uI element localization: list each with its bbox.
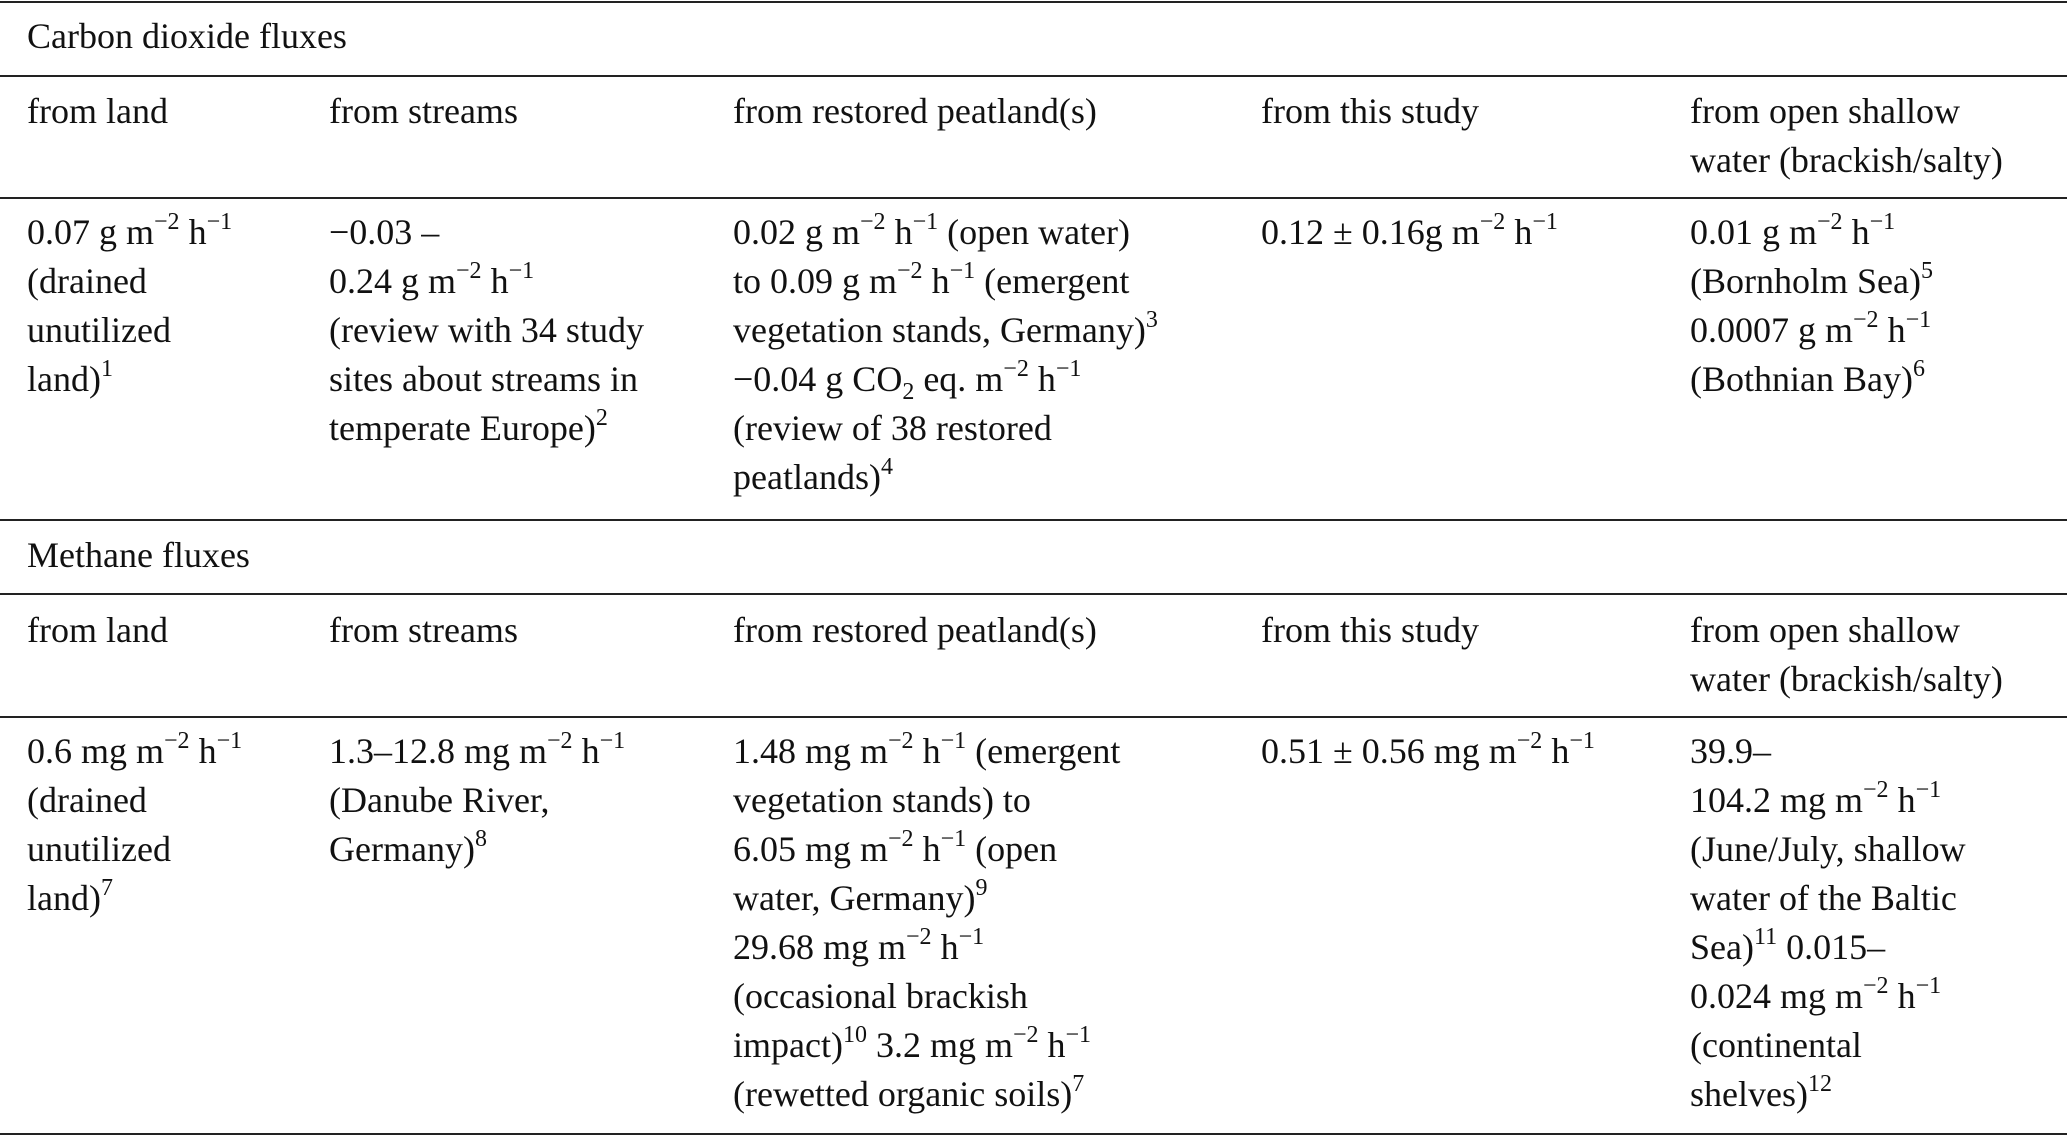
header-ch4-land: from land xyxy=(27,610,168,650)
cell-line: 104.2 mg $m^{-2}$ $h^{-1}$ xyxy=(1690,777,1942,820)
cell-line: (drained xyxy=(27,261,147,301)
cell-line: (rewetted organic soils)$^7$ xyxy=(733,1071,1085,1114)
cell-line: 1.3–12.8 mg $m^{-2}$ $h^{-1}$ xyxy=(329,728,626,771)
section-title-ch4: Methane fluxes xyxy=(27,535,250,575)
cell-line: sites about streams in xyxy=(329,359,638,399)
cell-line: 0.24 g $m^{-2}$ $h^{-1}$ xyxy=(329,258,535,301)
header-co2-land: from land xyxy=(27,91,168,131)
cell-co2-land xyxy=(27,208,232,404)
cell-co2-peatland xyxy=(733,208,1158,502)
cell-line: (Bothnian Bay)$^6$ xyxy=(1690,356,1925,399)
cell-ch4-streams xyxy=(329,727,625,874)
cell-line: 6.05 mg $m^{-2}$ $h^{-1}$ (open xyxy=(733,826,1058,869)
cell-line: impact)$^{10}$ 3.2 mg $m^{-2}$ $h^{-1}$ xyxy=(733,1022,1092,1065)
header-ch4-streams: from streams xyxy=(329,610,518,650)
table-rule-bottom xyxy=(0,1133,2067,1135)
cell-line: (Danube River, xyxy=(329,780,550,820)
table-rule-ch4-header xyxy=(0,716,2067,718)
cell-line: (Bornholm Sea)$^5$ xyxy=(1690,258,1933,301)
header-co2-open-water xyxy=(1690,87,2003,185)
cell-ch4-peatland xyxy=(733,727,1120,1119)
cell-line: 0.51 ± 0.56 mg $m^{-2}$ $h^{-1}$ xyxy=(1261,728,1595,771)
header-co2-peatland: from restored peatland(s) xyxy=(733,91,1097,131)
cell-co2-open-water xyxy=(1690,208,1933,404)
cell-line: temperate Europe)$^2$ xyxy=(329,405,608,448)
header-ch4-this-study: from this study xyxy=(1261,610,1480,650)
cell-line: unutilized xyxy=(27,310,171,350)
cell-ch4-this-study xyxy=(1261,727,1595,776)
table-rule-top xyxy=(0,1,2067,3)
header-ch4-open-water xyxy=(1690,606,2003,704)
cell-line: (review of 38 restored xyxy=(733,408,1052,448)
table-rule-ch4-title xyxy=(0,593,2067,595)
cell-co2-this-study xyxy=(1261,208,1558,257)
header-co2-streams: from streams xyxy=(329,91,518,131)
cell-line: land)$^1$ xyxy=(27,356,113,399)
cell-line: 0.02 g $m^{-2}$ $h^{-1}$ (open water) xyxy=(733,209,1131,252)
cell-line: 39.9– xyxy=(1690,731,1771,771)
header-line: water (brackish/salty) xyxy=(1690,659,2003,699)
cell-line: Sea)$^{11}$ 0.015– xyxy=(1690,924,1886,967)
cell-line: peatlands)$^4$ xyxy=(733,454,893,497)
cell-line: 29.68 mg $m^{-2}$ $h^{-1}$ xyxy=(733,924,985,967)
header-ch4-peatland: from restored peatland(s) xyxy=(733,610,1097,650)
cell-ch4-land xyxy=(27,727,242,923)
cell-line: to 0.09 g $m^{-2}$ $h^{-1}$ (emergent xyxy=(733,258,1130,301)
cell-line: Germany)$^8$ xyxy=(329,826,487,869)
cell-line: (June/July, shallow xyxy=(1690,829,1966,869)
section-title-co2: Carbon dioxide fluxes xyxy=(27,16,347,56)
cell-line: 0.0007 g $m^{-2}$ $h^{-1}$ xyxy=(1690,307,1932,350)
cell-line: (occasional brackish xyxy=(733,976,1028,1016)
cell-line: −0.03 – xyxy=(329,212,440,252)
cell-line: vegetation stands, Germany)$^3$ xyxy=(733,307,1158,350)
cell-line: 0.6 mg $m^{-2}$ $h^{-1}$ xyxy=(27,728,243,771)
cell-line: 0.07 g $m^{-2}$ $h^{-1}$ xyxy=(27,209,233,252)
cell-line: shelves)$^{12}$ xyxy=(1690,1071,1832,1114)
cell-line: (drained xyxy=(27,780,147,820)
cell-line: water, Germany)$^9$ xyxy=(733,875,988,918)
header-line: water (brackish/salty) xyxy=(1690,140,2003,180)
header-co2-this-study: from this study xyxy=(1261,91,1480,131)
header-line: from open shallow xyxy=(1690,610,1960,650)
cell-line: 1.48 mg $m^{-2}$ $h^{-1}$ (emergent xyxy=(733,728,1121,771)
header-line: from open shallow xyxy=(1690,91,1960,131)
cell-line: water of the Baltic xyxy=(1690,878,1957,918)
cell-line: land)$^7$ xyxy=(27,875,113,918)
cell-line: (review with 34 study xyxy=(329,310,644,350)
cell-line: 0.12 ± 0.16g $m^{-2}$ $h^{-1}$ xyxy=(1261,209,1558,252)
cell-line: −0.04 g $CO_2$ eq. $m^{-2}$ $h^{-1}$ xyxy=(733,356,1082,406)
cell-line: 0.01 g $m^{-2}$ $h^{-1}$ xyxy=(1690,209,1896,252)
cell-line: 0.024 mg $m^{-2}$ $h^{-1}$ xyxy=(1690,973,1942,1016)
table-rule-co2-header xyxy=(0,197,2067,199)
table-rule-co2-body xyxy=(0,519,2067,521)
cell-co2-streams xyxy=(329,208,644,453)
cell-ch4-open-water xyxy=(1690,727,1966,1119)
cell-line: unutilized xyxy=(27,829,171,869)
cell-line: (continental xyxy=(1690,1025,1862,1065)
cell-line: vegetation stands) to xyxy=(733,780,1031,820)
table-rule-co2-title xyxy=(0,75,2067,77)
